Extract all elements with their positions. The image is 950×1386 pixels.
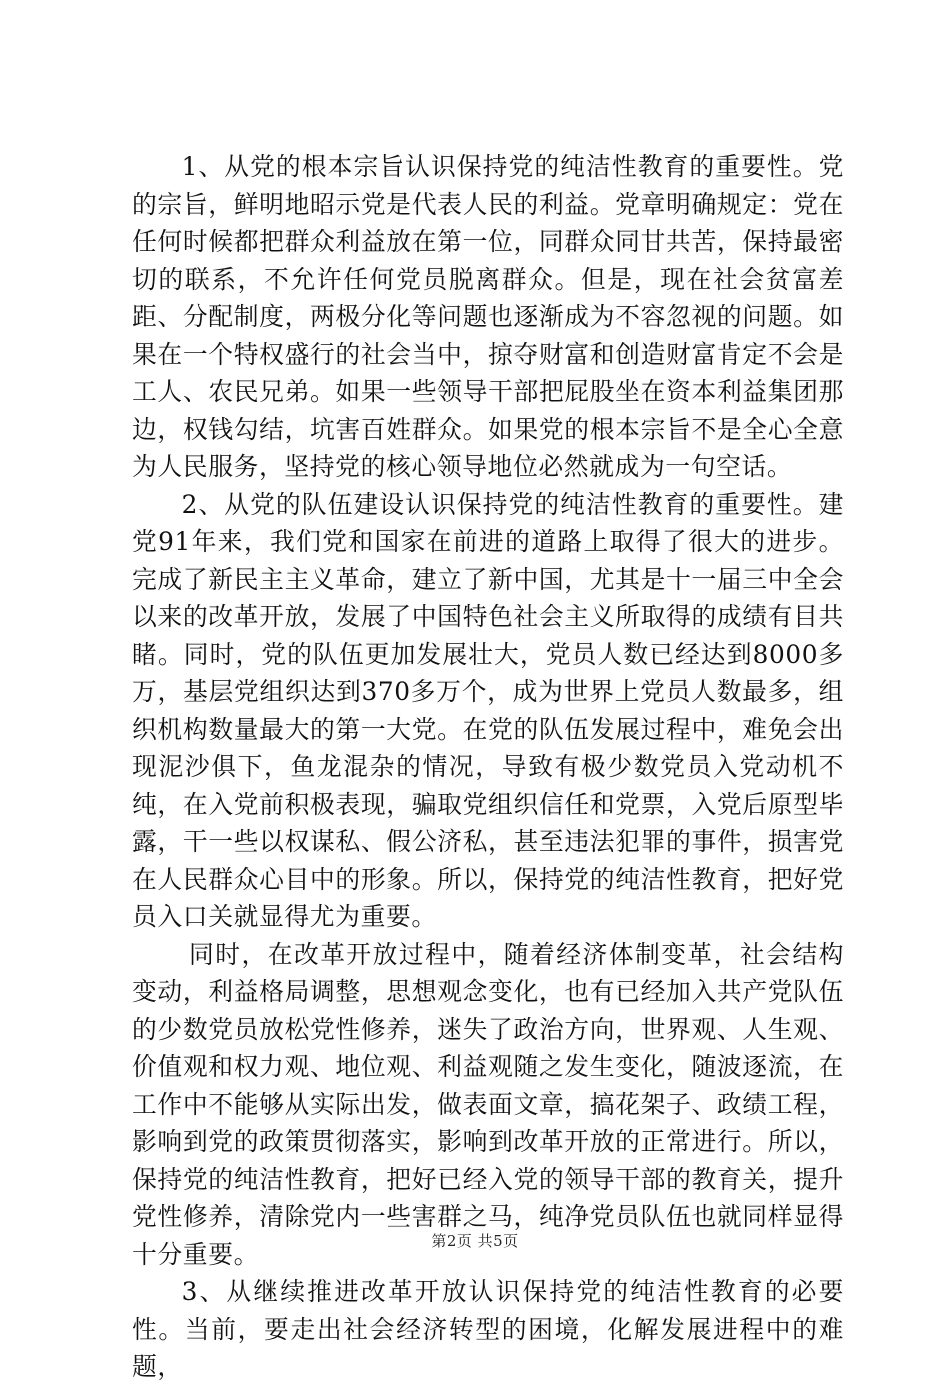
- paragraph-4: 3、从继续推进改革开放认识保持党的纯洁性教育的必要性。当前，要走出社会经济转型的困境，化解发展进程中的难题，: [132, 1277, 844, 1381]
- page-number-footer: 第2页 共5页: [431, 1232, 519, 1250]
- paragraph-3: 同时，在改革开放过程中，随着经济体制变革，社会结构变动，利益格局调整，思想观念变化，也有已经加入共产党队伍的少数党员放松党性修养，迷失了政治方向，世界观、人生观、价值观和权力观、地位观、利益观随之发生变化，随波逐流，在工作中不能够从实际出发，做表面文章，搞花架子、政绩工程，影响到党的政策贯彻落实，影响到改革开放的正常进行。所以，保持党的纯洁性教育，把好已经入党的领导干部的教育关，提升党性修养，清除党内一些害群之马，纯净党员队伍也就同样显得十分重要。: [132, 939, 844, 1269]
- document-body: [132, 148, 844, 1386]
- paragraph-1: 1、从党的根本宗旨认识保持党的纯洁性教育的重要性。党的宗旨，鲜明地昭示党是代表人民的利益。党章明确规定：党在任何时候都把群众利益放在第一位，同群众同甘共苦，保持最密切的联系，不允许任何党员脱离群众。但是，现在社会贫富差距、分配制度，两极分化等问题也逐渐成为不容忽视的问题。如果在一个特权盛行的社会当中，掠夺财富和创造财富肯定不会是工人、农民兄弟。如果一些领导干部把屁股坐在资本利益集团那边，权钱勾结，坑害百姓群众。如果党的根本宗旨不是全心全意为人民服务，坚持党的核心领导地位必然就成为一句空话。: [132, 152, 844, 481]
- paragraph-2: 2、从党的队伍建设认识保持党的纯洁性教育的重要性。建党91年来，我们党和国家在前进的道路上取得了很大的进步。完成了新民主主义革命，建立了新中国，尤其是十一届三中全会以来的改革开放，发展了中国特色社会主义所取得的成绩有目共睹。同时，党的队伍更加发展壮大，党员人数已经达到8000多万，基层党组织达到370多万个，成为世界上党员人数最多，组织机构数量最大的第一大党。在党的队伍发展过程中，难免会出现泥沙俱下，鱼龙混杂的情况，导致有极少数党员入党动机不纯，在入党前积极表现，骗取党组织信任和党票，入党后原型毕露，干一些以权谋私、假公济私，甚至违法犯罪的事件，损害党在人民群众心目中的形象。所以，保持党的纯洁性教育，把好党员入口关就显得尤为重要。: [132, 489, 844, 931]
